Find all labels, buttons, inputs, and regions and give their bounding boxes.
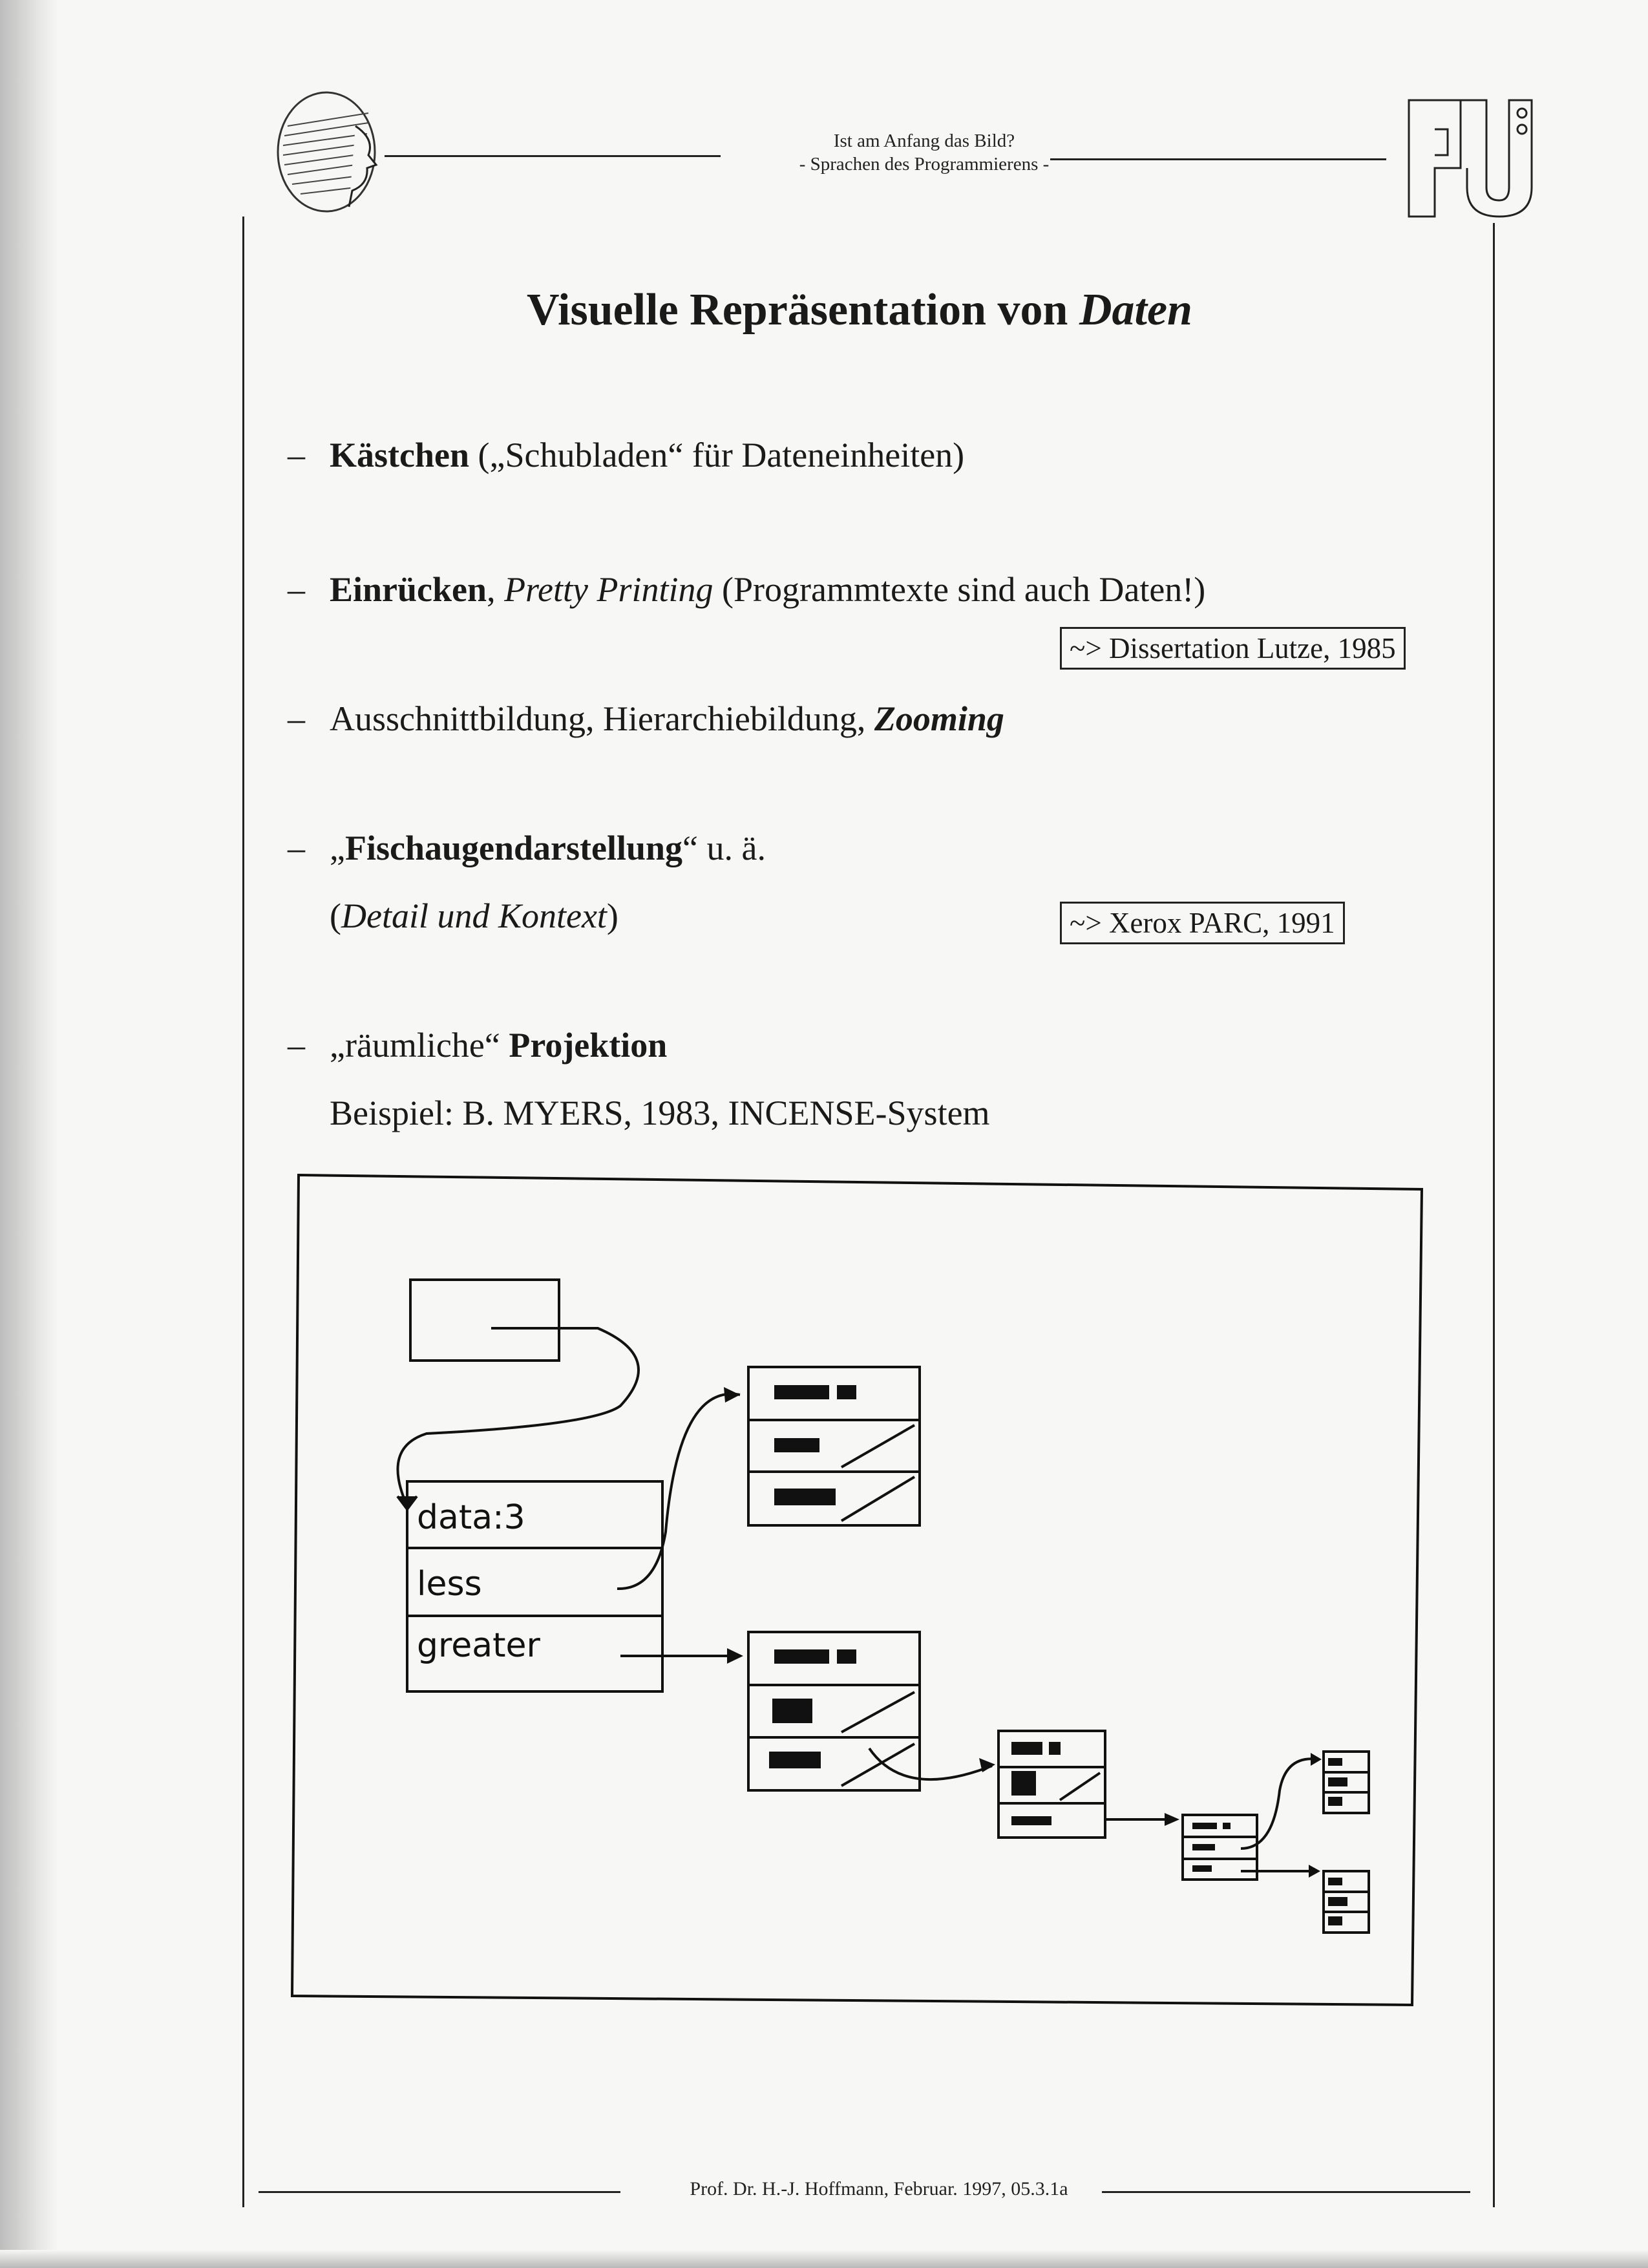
list-item-kaestchen: [288, 434, 964, 476]
scan-left-edge: [0, 0, 58, 2268]
footer-rule-right: [1102, 2191, 1470, 2193]
bullet-dash: –: [288, 829, 305, 867]
item-pre: „räumliche“: [330, 1026, 509, 1065]
title-main: Visuelle Repräsentation von: [527, 285, 1079, 335]
item-sep: ,: [487, 570, 505, 609]
item-sub-detail: (Detail und Kontext): [330, 896, 618, 935]
item-bold: Einrücken: [330, 570, 487, 609]
item-text: (Programmtexte sind auch Daten!): [713, 570, 1206, 609]
header-subtitle: - Sprachen des Programmierens -: [799, 154, 1050, 175]
scan-bottom-edge: [0, 2250, 1648, 2268]
footer-rule-left: [259, 2191, 620, 2193]
item-bolditalic: Zooming: [874, 699, 1004, 738]
bullet-dash: –: [288, 436, 305, 474]
item-text: Ausschnittbildung, Hierarchiebildung,: [330, 699, 874, 738]
athena-seal-logo: [271, 87, 381, 223]
header-title: Ist am Anfang das Bild?: [833, 131, 1015, 151]
item-sub-example: Beispiel: B. MYERS, 1983, INCENSE-System: [330, 1094, 990, 1132]
item-bold: Kästchen: [330, 436, 469, 474]
bullet-dash: –: [288, 1026, 305, 1065]
field-less: less: [417, 1565, 482, 1604]
header-rule-left: [385, 155, 721, 157]
ref-xerox-box: ~> Xerox PARC, 1991: [1060, 902, 1345, 944]
header-rule-right: [1050, 158, 1386, 160]
footer-text: Prof. Dr. H.-J. Hoffmann, Februar. 1997, 05.3.1a: [690, 2178, 1068, 2199]
page-title: [246, 284, 1474, 336]
item-sub-italic: Detail und Kontext: [341, 896, 607, 935]
field-greater: greater: [417, 1626, 540, 1665]
item-text: “ u. ä.: [682, 829, 766, 867]
item-bold: Fischaugendarstellung: [344, 829, 683, 867]
ref-dissertation-box: ~> Dissertation Lutze, 1985: [1060, 627, 1406, 670]
frame-left: [242, 217, 244, 2207]
item-pre: „: [330, 829, 345, 867]
title-emph: Daten: [1079, 285, 1192, 335]
pu-logo: [1406, 97, 1535, 220]
item-text: („Schubladen“ für Dateneinheiten): [469, 436, 965, 474]
field-data: data:3: [417, 1498, 525, 1537]
frame-right: [1493, 223, 1495, 2207]
item-bold: Projektion: [509, 1026, 668, 1065]
item-italic: Pretty Printing: [504, 570, 713, 609]
list-item-projektion: [288, 1024, 667, 1066]
bullet-dash: –: [288, 699, 305, 738]
header-text: [698, 129, 1150, 176]
list-item-ausschnitt: [288, 698, 1004, 739]
list-item-einruecken: [288, 569, 1205, 610]
incense-figure: [284, 1170, 1435, 2010]
pointer-box: [410, 1280, 559, 1361]
list-item-fischauge: [288, 827, 766, 869]
bullet-dash: –: [288, 570, 305, 609]
